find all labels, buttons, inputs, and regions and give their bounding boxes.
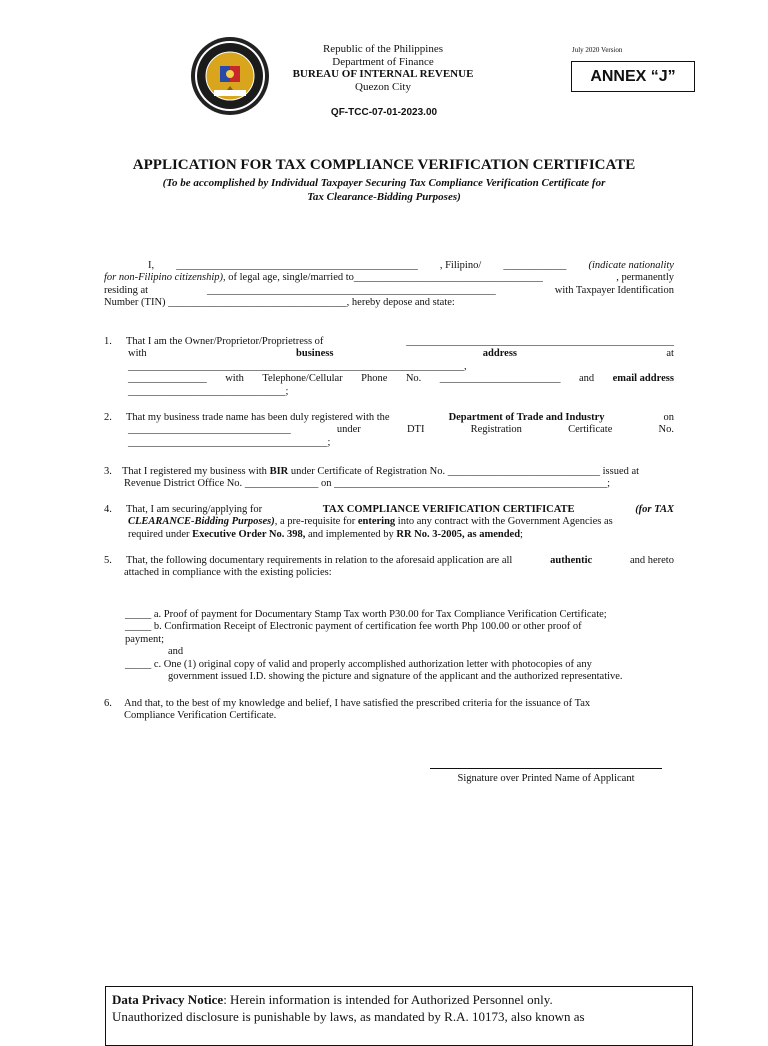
item-1-line-3 [104,361,674,373]
signature-line[interactable] [430,768,662,769]
phone-blank[interactable]: _______________________ [439,373,561,385]
item-1-word: at [666,348,674,360]
version-label: July 2020 Version [572,46,623,54]
requirement-b[interactable]: _____ b. Confirmation Receipt of Electronic payment of certification fee worth Php 100.00 or other proof of [125,621,582,633]
entering-text: entering [357,516,396,528]
and-text: and [168,646,184,658]
item-1-word: No. [405,373,422,385]
for-tax-text: (for TAX [635,504,674,515]
name-blank[interactable]: ______________________________________________ [176,260,418,271]
annex-label: ANNEX “J” [590,67,676,85]
item-1-word: Telephone/Cellular [262,373,343,385]
item-2-word: under [336,424,361,436]
tin-blank[interactable]: __________________________________ [168,297,347,309]
requirement-b-cont: payment; [125,633,165,645]
address-blank[interactable]: _______________________________________________________ [207,284,496,296]
item-3-line-1 [104,466,674,478]
tcvc-label: TAX COMPLIANCE VERIFICATION CERTIFICATE [322,504,575,515]
permanently-text: , permanently [616,272,674,284]
header-country: Republic of the Philippines [322,43,444,55]
bir-label: BIR [269,466,289,477]
intro-i: I, [148,260,155,271]
item-1-word: email address [612,373,674,385]
cor-text: under Certificate of Registration No. [290,466,446,477]
item-1-line-5 [104,386,674,398]
eo-label: Executive Order No. 398, [192,528,306,540]
item-2-word: Registration [470,424,522,436]
item-1-word: and [578,373,595,385]
privacy-text-1: : Herein information is intended for Authorized Personnel only. [223,992,553,1007]
item-2-word: DTI [406,424,425,436]
authentic-text: authentic [550,555,593,566]
item-1-word: address [482,348,518,360]
item-1 [104,336,674,398]
intro-line-2 [104,272,674,284]
item-6-number: 6. [104,698,112,709]
contract-text: into any contract with the Government Agencies as [397,516,613,528]
item-3-number: 3. [104,466,112,477]
item-5-number: 5. [104,555,112,566]
criteria-text: And that, to the best of my knowledge and belief, I have satisfied the prescribed criteria for the issuance of Tax [124,698,591,709]
item-1-word: Phone [361,373,388,385]
intro-paragraph [104,260,674,310]
item-4-number: 4. [104,504,112,515]
nationality-note: (indicate nationality [588,260,674,271]
item-4-line-1 [104,504,674,516]
header-bureau: BUREAU OF INTERNAL REVENUE [292,68,474,80]
privacy-heading: Data Privacy Notice [112,992,224,1007]
on-text: on [320,478,332,490]
data-privacy-notice [105,986,693,1046]
business-address-blank[interactable]: ________________________________________________________________, [128,360,467,372]
rdo-text: Revenue District Office No. [124,478,243,490]
item-1-word: business [296,348,334,360]
filipino-label: , Filipino/ [439,260,482,271]
item-6 [104,698,674,723]
clearance-text: CLEARANCE-Bidding Purposes) [128,516,275,528]
item-4-line-3 [104,529,674,541]
cor-date-blank[interactable]: ____________________________________________________; [334,478,610,490]
intro-line-1 [104,260,674,272]
implemented-text: and implemented by [308,528,394,540]
requirement-a[interactable]: _____ a. Proof of payment for Documentary Stamp Tax worth P30.00 for Tax Compliance Verification Certificate; [125,609,607,620]
item-6-line-1 [104,698,674,710]
semicolon: ; [520,528,523,540]
item-4-line-2 [104,516,674,528]
form-number: QF-TCC-07-01-2023.00 [330,107,438,118]
item-1-line-4 [104,373,674,385]
nationality-blank[interactable]: ____________ [503,260,567,271]
item-1-word: with [128,348,147,360]
item-1-word: with [225,373,244,385]
item-4 [104,504,674,541]
issued-at-text: issued at [602,466,640,477]
business-name-blank[interactable]: ___________________________________________________ [406,336,674,347]
item-6-line-2: Compliance Verification Certificate. [124,710,277,722]
prerequisite-text: , a pre-requisite for [274,516,356,528]
spouse-blank[interactable]: ____________________________________ [353,272,543,284]
intro-line-4 [104,297,674,309]
bir-text: That I registered my business with [122,466,267,477]
subtitle-line-2: Tax Clearance-Bidding Purposes) [307,191,461,203]
item-5-line-1 [104,555,674,567]
dti-on: on [663,412,674,423]
item-2-line-1 [104,412,674,424]
depose-text: , hereby depose and state: [346,297,455,309]
requirements-list [125,609,674,683]
hereto-text: and hereto [629,555,674,566]
requirement-c-cont: government issued I.D. showing the picture and signature of the applicant and the authorized representative. [168,671,623,683]
tin-label: Number (TIN) [104,297,166,309]
item-3 [104,466,674,491]
item-2 [104,412,674,449]
email-blank[interactable]: ______________________________; [128,385,289,397]
dti-text: That my business trade name has been duly registered with the [126,412,390,423]
securing-text: That, I am securing/applying for [126,504,263,515]
item-5-line-2: attached in compliance with the existing policies: [124,567,332,579]
intro-line-3 [104,285,674,297]
tin-text: with Taxpayer Identification [554,284,674,296]
privacy-text-2: Unauthorized disclosure is punishable by laws, as mandated by R.A. 10173, also known as [112,1009,585,1024]
item-2-word: Certificate [568,424,613,436]
owner-text: That I am the Owner/Proprietor/Proprietress of [126,336,324,347]
subtitle-line-1: (To be accomplished by Individual Taxpayer Securing Tax Compliance Verification Certificate for [162,177,606,189]
business-address-blank-2[interactable]: _______________ [128,373,207,385]
item-5 [104,555,674,580]
document-title: APPLICATION FOR TAX COMPLIANCE VERIFICATION CERTIFICATE [132,157,636,173]
annex-box [571,61,695,92]
header-department: Department of Finance [332,56,434,68]
item-2-line-3 [104,437,674,449]
item-1-line-1 [104,336,674,348]
item-2-word: No. [658,424,674,436]
requirement-c[interactable]: _____ c. One (1) original copy of valid and properly accomplished authorization letter with photocopies of any [125,658,592,670]
requirements-text: That, the following documentary requirements in relation to the aforesaid application are all [126,555,513,566]
item-3-line-2 [104,478,674,490]
cor-number-blank[interactable]: _____________________________ [447,466,600,477]
item-2-number: 2. [104,412,112,423]
document-subtitle [110,176,658,204]
residing-text: residing at [104,284,149,296]
legal-age-text: of legal age, single/married to [225,272,354,284]
non-filipino-note: for non-Filipino citizenship), [104,272,226,284]
item-2-line-2 [104,424,674,436]
rr-label: RR No. 3-2005, as amended [396,528,521,540]
item-1-line-2 [104,348,674,360]
dti-date-blank[interactable]: _______________________________ [128,424,291,436]
signature-label: Signature over Printed Name of Applicant [457,773,635,784]
dti-number-blank[interactable]: ______________________________________; [128,436,331,448]
rdo-blank[interactable]: ______________ [244,478,319,490]
item-1-number: 1. [104,336,112,347]
required-text: required under [128,528,190,540]
header-city: Quezon City [355,81,411,93]
dti-label: Department of Trade and Industry [448,412,605,423]
